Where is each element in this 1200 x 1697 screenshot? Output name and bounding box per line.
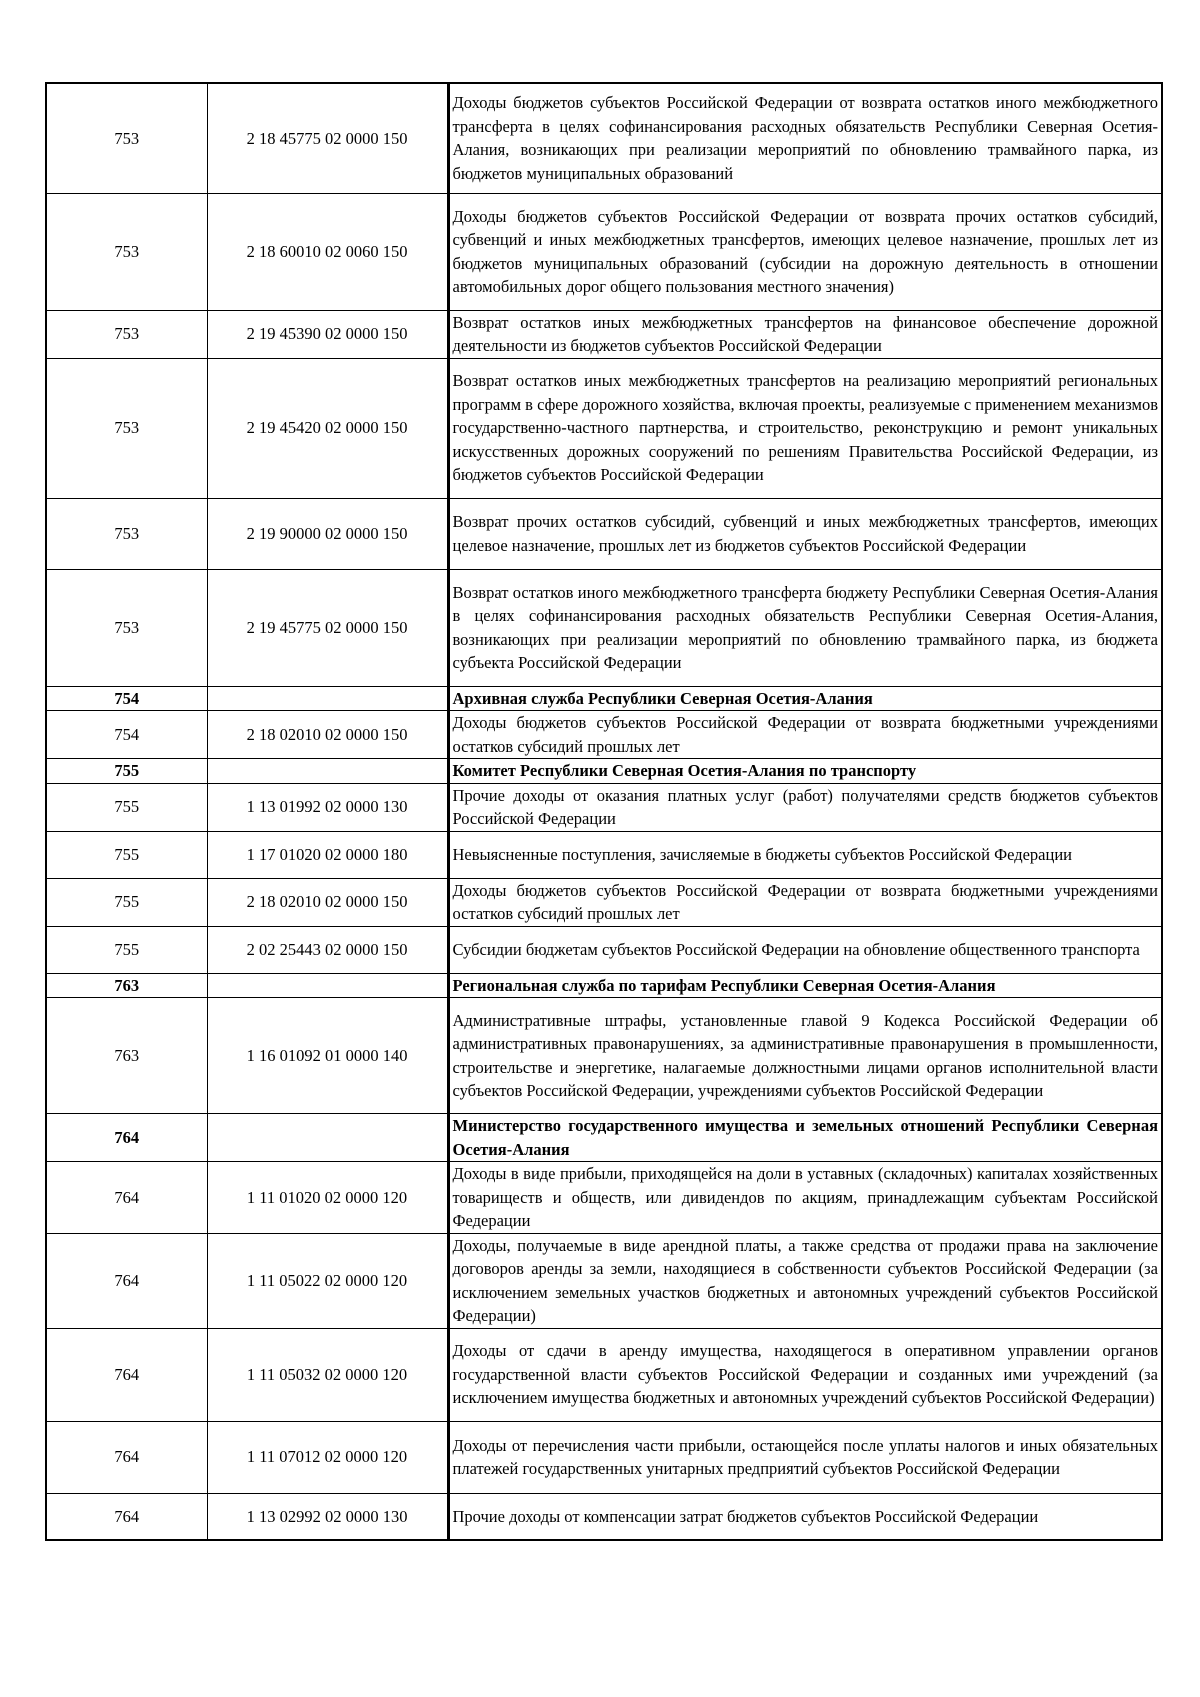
budget-classification-code-cell: 2 19 45420 02 0000 150 xyxy=(207,358,448,498)
budget-classification-code-cell: 2 18 02010 02 0000 150 xyxy=(207,711,448,759)
admin-code-cell: 753 xyxy=(46,569,207,686)
table-body xyxy=(46,83,1162,1540)
budget-classification-code-cell: 1 13 02992 02 0000 130 xyxy=(207,1493,448,1540)
admin-code-cell: 764 xyxy=(46,1493,207,1540)
admin-code-cell: 755 xyxy=(46,878,207,926)
admin-code-cell: 763 xyxy=(46,998,207,1114)
admin-code-cell: 764 xyxy=(46,1421,207,1493)
admin-code-cell: 754 xyxy=(46,686,207,711)
table-row xyxy=(46,83,1162,193)
revenue-description-cell: Возврат остатков иных межбюджетных трансфертов на финансовое обеспечение дорожной деятельности из бюджетов субъектов Российской Федерации xyxy=(448,310,1162,358)
budget-classification-code-cell: 2 19 45775 02 0000 150 xyxy=(207,569,448,686)
admin-code-cell: 753 xyxy=(46,83,207,193)
budget-classification-code-cell: 1 11 07012 02 0000 120 xyxy=(207,1421,448,1493)
revenue-description-cell: Региональная служба по тарифам Республики Северная Осетия-Алания xyxy=(448,973,1162,998)
admin-code-cell: 754 xyxy=(46,711,207,759)
budget-classification-code-cell xyxy=(207,973,448,998)
table-row xyxy=(46,569,1162,686)
table-row xyxy=(46,1493,1162,1540)
admin-code-cell: 755 xyxy=(46,783,207,831)
budget-classification-code-cell: 1 11 01020 02 0000 120 xyxy=(207,1162,448,1234)
table-section-heading-row xyxy=(46,686,1162,711)
admin-code-cell: 753 xyxy=(46,358,207,498)
table-row xyxy=(46,878,1162,926)
table-row xyxy=(46,358,1162,498)
admin-code-cell: 755 xyxy=(46,831,207,878)
admin-code-cell: 755 xyxy=(46,759,207,784)
revenue-description-cell: Доходы бюджетов субъектов Российской Федерации от возврата остатков иного межбюджетного трансферта в целях софинансирования расходных обязательств Республики Северная Осетия-Алания, возникающих при реализации мероприятий по обновлению трамвайного парка, из бюджетов муниципальных образований xyxy=(448,83,1162,193)
budget-classification-code-cell: 2 18 60010 02 0060 150 xyxy=(207,193,448,310)
revenue-description-cell: Комитет Республики Северная Осетия-Алания по транспорту xyxy=(448,759,1162,784)
budget-classification-code-cell xyxy=(207,686,448,711)
table-row xyxy=(46,1162,1162,1234)
admin-code-cell: 764 xyxy=(46,1233,207,1328)
budget-classification-code-cell: 1 13 01992 02 0000 130 xyxy=(207,783,448,831)
budget-classification-code-cell: 2 19 90000 02 0000 150 xyxy=(207,498,448,569)
admin-code-cell: 753 xyxy=(46,498,207,569)
admin-code-cell: 764 xyxy=(46,1114,207,1162)
budget-classification-code-cell: 1 16 01092 01 0000 140 xyxy=(207,998,448,1114)
table-row xyxy=(46,831,1162,878)
revenue-codes-table xyxy=(45,82,1163,1541)
table-row xyxy=(46,926,1162,973)
table-row xyxy=(46,1233,1162,1328)
admin-code-cell: 764 xyxy=(46,1162,207,1234)
budget-classification-code-cell: 1 11 05022 02 0000 120 xyxy=(207,1233,448,1328)
budget-classification-code-cell: 2 19 45390 02 0000 150 xyxy=(207,310,448,358)
revenue-description-cell: Административные штрафы, установленные главой 9 Кодекса Российской Федерации об административных правонарушениях, за административные правонарушения в промышленности, строительстве и энергетике, налагаемые должностными лицами органов исполнительной власти субъектов Российской Федерации, учреждениями субъектов Российской Федерации xyxy=(448,998,1162,1114)
budget-classification-code-cell xyxy=(207,1114,448,1162)
revenue-description-cell: Архивная служба Республики Северная Осетия-Алания xyxy=(448,686,1162,711)
revenue-description-cell: Возврат прочих остатков субсидий, субвенций и иных межбюджетных трансфертов, имеющих целевое назначение, прошлых лет из бюджетов субъектов Российской Федерации xyxy=(448,498,1162,569)
budget-classification-code-cell: 2 18 02010 02 0000 150 xyxy=(207,878,448,926)
revenue-description-cell: Прочие доходы от оказания платных услуг (работ) получателями средств бюджетов субъектов Российской Федерации xyxy=(448,783,1162,831)
table-row xyxy=(46,783,1162,831)
table-row xyxy=(46,1328,1162,1421)
table-section-heading-row xyxy=(46,973,1162,998)
budget-classification-code-cell: 2 02 25443 02 0000 150 xyxy=(207,926,448,973)
revenue-description-cell: Возврат остатков иного межбюджетного трансферта бюджету Республики Северная Осетия-Алания в целях софинансирования расходных обязательств Республики Северная Осетия-Алания, возникающих при реализации мероприятий по обновлению трамвайного парка, из бюджета субъекта Российской Федерации xyxy=(448,569,1162,686)
revenue-description-cell: Доходы бюджетов субъектов Российской Федерации от возврата бюджетными учреждениями остатков субсидий прошлых лет xyxy=(448,878,1162,926)
revenue-description-cell: Доходы бюджетов субъектов Российской Федерации от возврата бюджетными учреждениями остатков субсидий прошлых лет xyxy=(448,711,1162,759)
revenue-description-cell: Доходы в виде прибыли, приходящейся на доли в уставных (складочных) капиталах хозяйственных товариществ и обществ, или дивидендов по акциям, принадлежащим субъектам Российской Федерации xyxy=(448,1162,1162,1234)
table-row xyxy=(46,193,1162,310)
table-section-heading-row xyxy=(46,759,1162,784)
admin-code-cell: 755 xyxy=(46,926,207,973)
table-section-heading-row xyxy=(46,1114,1162,1162)
table-row xyxy=(46,998,1162,1114)
budget-classification-code-cell: 1 17 01020 02 0000 180 xyxy=(207,831,448,878)
budget-classification-code-cell: 1 11 05032 02 0000 120 xyxy=(207,1328,448,1421)
revenue-description-cell: Прочие доходы от компенсации затрат бюджетов субъектов Российской Федерации xyxy=(448,1493,1162,1540)
revenue-description-cell: Невыясненные поступления, зачисляемые в бюджеты субъектов Российской Федерации xyxy=(448,831,1162,878)
revenue-description-cell: Министерство государственного имущества и земельных отношений Республики Северная Осетия-Алания xyxy=(448,1114,1162,1162)
table-row xyxy=(46,498,1162,569)
revenue-description-cell: Возврат остатков иных межбюджетных трансфертов на реализацию мероприятий региональных программ в сфере дорожного хозяйства, включая проекты, реализуемые с применением механизмов государственно-частного партнерства, и строительство, реконструкцию и ремонт уникальных искусственных дорожных сооружений по решениям Правительства Российской Федерации, из бюджетов субъектов Российской Федерации xyxy=(448,358,1162,498)
table-row xyxy=(46,1421,1162,1493)
revenue-description-cell: Доходы от перечисления части прибыли, остающейся после уплаты налогов и иных обязательных платежей государственных унитарных предприятий субъектов Российской Федерации xyxy=(448,1421,1162,1493)
budget-classification-code-cell: 2 18 45775 02 0000 150 xyxy=(207,83,448,193)
revenue-description-cell: Субсидии бюджетам субъектов Российской Федерации на обновление общественного транспорта xyxy=(448,926,1162,973)
revenue-description-cell: Доходы от сдачи в аренду имущества, находящегося в оперативном управлении органов государственной власти субъектов Российской Федерации и созданных ими учреждений (за исключением имущества бюджетных и автономных учреждений субъектов Российской Федерации) xyxy=(448,1328,1162,1421)
table-row xyxy=(46,310,1162,358)
table-row xyxy=(46,711,1162,759)
budget-classification-code-cell xyxy=(207,759,448,784)
revenue-description-cell: Доходы, получаемые в виде арендной платы, а также средства от продажи права на заключение договоров аренды за земли, находящиеся в собственности субъектов Российской Федерации (за исключением земельных участков бюджетных и автономных учреждений субъектов Российской Федерации) xyxy=(448,1233,1162,1328)
revenue-description-cell: Доходы бюджетов субъектов Российской Федерации от возврата прочих остатков субсидий, субвенций и иных межбюджетных трансфертов, имеющих целевое назначение, прошлых лет из бюджетов муниципальных образований (субсидии на дорожную деятельность в отношении автомобильных дорог общего пользования местного значения) xyxy=(448,193,1162,310)
admin-code-cell: 763 xyxy=(46,973,207,998)
admin-code-cell: 753 xyxy=(46,193,207,310)
admin-code-cell: 764 xyxy=(46,1328,207,1421)
admin-code-cell: 753 xyxy=(46,310,207,358)
